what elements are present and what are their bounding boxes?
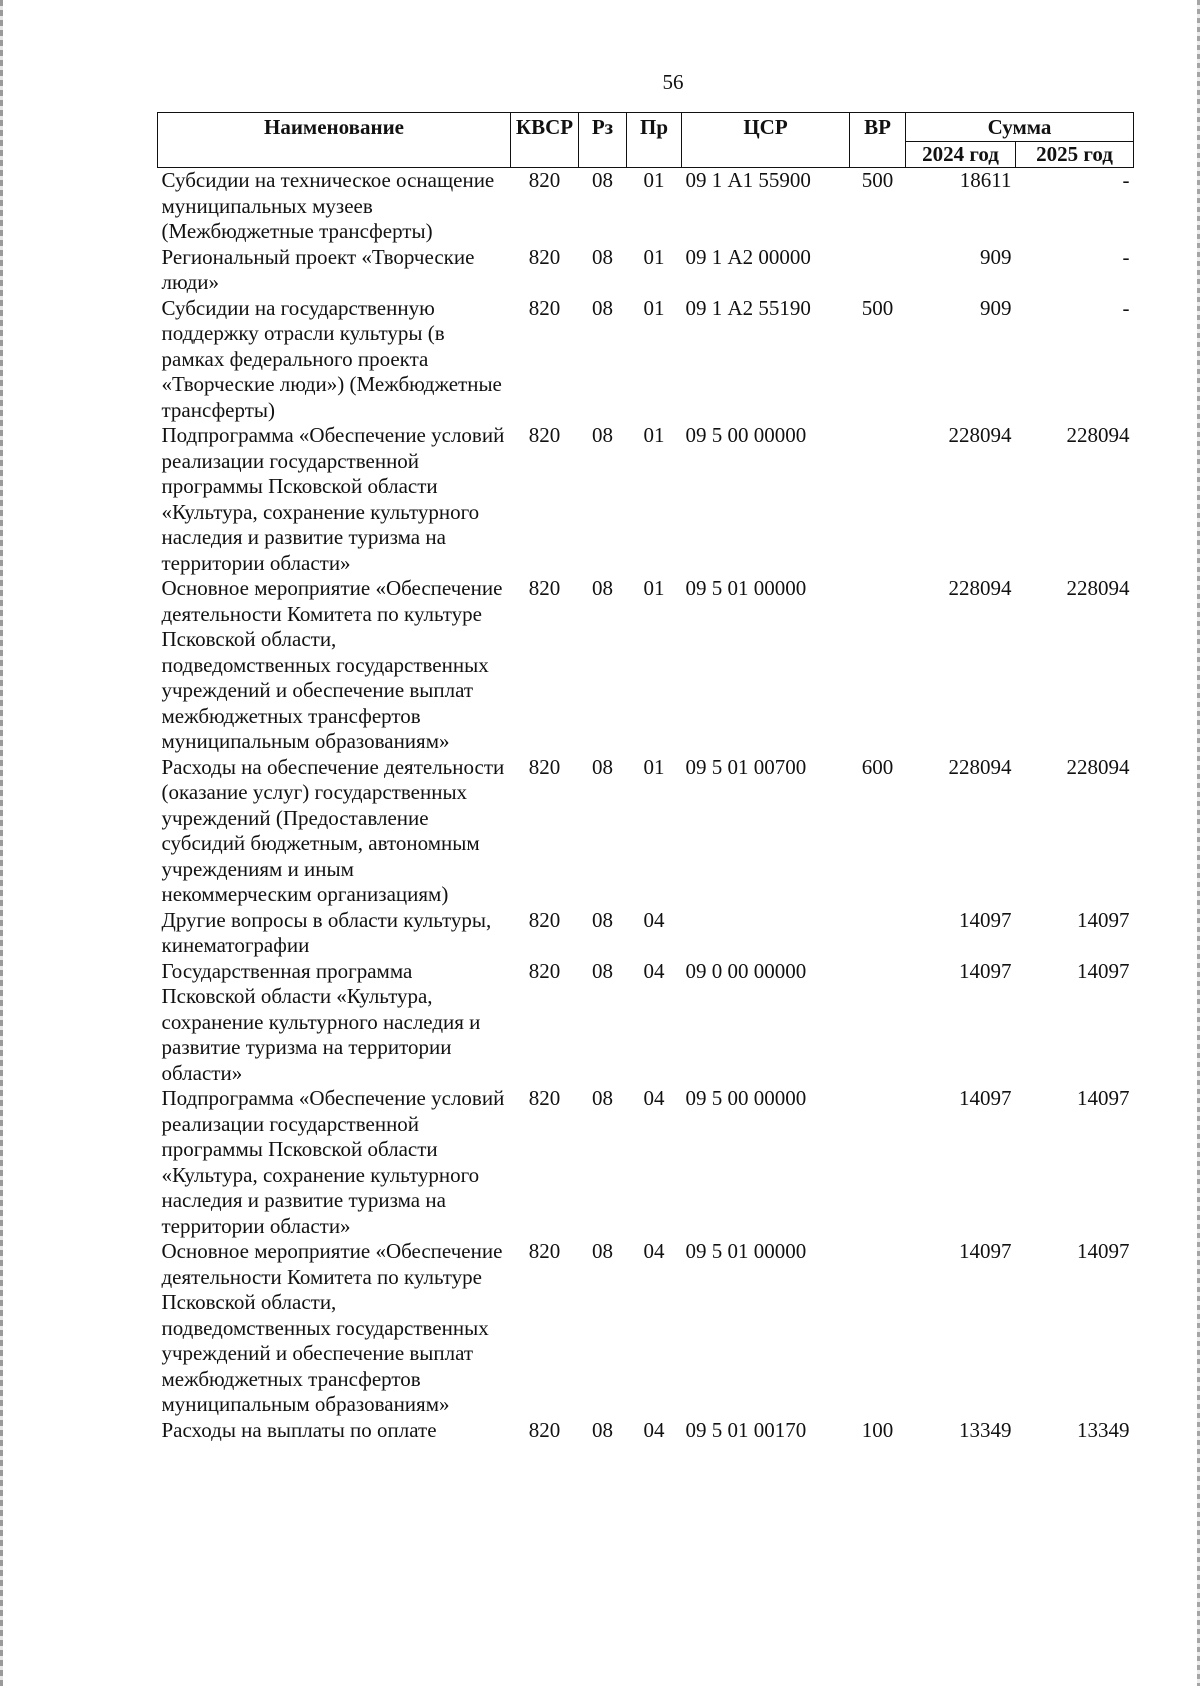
- cell-s2024: 909: [980, 244, 1012, 269]
- cell-name: Другие вопросы в области культуры, кинематографии: [161, 907, 492, 957]
- cell-csr: 09 5 01 00000: [685, 1239, 807, 1263]
- cell-s2025: -: [1122, 244, 1130, 269]
- cell-name: Субсидии на техническое оснащение муниципальных музеев (Межбюджетные трансферты): [161, 168, 495, 243]
- cell-name: Подпрограмма «Обеспечение условий реализации государственной программы Псковской области «Культура, сохранение культурного наследия и развитие туризма на территории области»: [161, 423, 505, 575]
- cell-vr: [850, 959, 906, 1087]
- cell-kvsr: 820: [528, 576, 561, 600]
- cell-s2025: -: [1122, 295, 1130, 320]
- cell-name: Подпрограмма «Обеспечение условий реализации государственной программы Псковской области «Культура, сохранение культурного наследия и развитие туризма на территории области»: [161, 1086, 505, 1238]
- cell-kvsr: 820: [528, 295, 561, 320]
- header-year-2024: 2024 год: [906, 141, 1016, 168]
- cell-s2024: 14097: [959, 1086, 1012, 1110]
- cell-kvsr: 820: [528, 907, 561, 932]
- cell-rz: 08: [592, 1417, 613, 1442]
- cell-s2024: 13349: [959, 1417, 1012, 1442]
- cell-csr: 09 5 00 00000: [685, 423, 807, 447]
- cell-vr: [850, 1086, 906, 1239]
- budget-table: [157, 112, 1134, 1443]
- cell-pr: 04: [643, 907, 665, 932]
- cell-vr: [850, 576, 906, 755]
- cell-s2024: 228094: [948, 423, 1012, 447]
- cell-name: Расходы на обеспечение деятельности (оказание услуг) государственных учреждений (Предоставление субсидий бюджетным, автономным учреждениям и иным некоммерческим организациям): [161, 754, 505, 906]
- cell-rz: 08: [592, 295, 613, 320]
- table-row: [158, 576, 1134, 755]
- cell-s2025: -: [1122, 168, 1130, 192]
- cell-csr: 09 1 А2 55190: [685, 295, 811, 320]
- cell-pr: 01: [643, 754, 665, 779]
- table-row: [158, 908, 1134, 959]
- header-rz: Рз: [579, 113, 627, 168]
- cell-kvsr: 820: [528, 244, 561, 269]
- cell-rz: 08: [592, 958, 613, 983]
- header-sum: Сумма: [906, 113, 1134, 142]
- cell-s2024: 14097: [959, 907, 1012, 932]
- cell-csr: [682, 908, 850, 959]
- cell-name: Основное мероприятие «Обеспечение деятельности Комитета по культуре Псковской области, подведомственных государственных учреждений и обеспечение выплат межбюджетных трансфертов муниципальным образованиям»: [161, 576, 503, 753]
- cell-name: Государственная программа Псковской области «Культура, сохранение культурного наследия и развитие туризма на территории области»: [161, 958, 481, 1085]
- cell-pr: 01: [643, 244, 665, 269]
- cell-vr: [850, 245, 906, 296]
- cell-s2025: 14097: [1077, 907, 1130, 932]
- cell-s2024: 18611: [959, 168, 1012, 192]
- table-row: [158, 168, 1134, 245]
- cell-vr: [850, 423, 906, 576]
- cell-s2025: 228094: [1066, 423, 1130, 447]
- cell-vr: [850, 908, 906, 959]
- cell-vr: 600: [861, 754, 894, 779]
- cell-csr: 09 5 00 00000: [685, 1086, 807, 1110]
- cell-s2025: 14097: [1077, 1086, 1130, 1110]
- cell-kvsr: 820: [528, 423, 561, 447]
- page-number: 56: [662, 70, 684, 94]
- cell-s2025: 228094: [1066, 576, 1130, 600]
- cell-vr: [850, 1239, 906, 1418]
- header-vr: ВР: [850, 113, 906, 168]
- cell-csr: 09 5 01 00700: [685, 754, 807, 779]
- table-row: [158, 245, 1134, 296]
- cell-vr: 100: [861, 1417, 894, 1442]
- cell-csr: 09 0 00 00000: [685, 958, 807, 983]
- cell-pr: 04: [643, 1239, 665, 1263]
- cell-pr: 04: [643, 1086, 665, 1110]
- cell-name: Основное мероприятие «Обеспечение деятельности Комитета по культуре Псковской области, подведомственных государственных учреждений и обеспечение выплат межбюджетных трансфертов муниципальным образованиям»: [161, 1239, 503, 1416]
- cell-pr: 01: [643, 168, 665, 192]
- cell-pr: 04: [643, 1417, 665, 1442]
- header-kvsr: КВСР: [511, 113, 579, 168]
- table-row: [158, 1086, 1134, 1239]
- cell-vr: 500: [861, 295, 894, 320]
- cell-kvsr: 820: [528, 1239, 561, 1263]
- header-csr: ЦСР: [682, 113, 850, 168]
- table-row: [158, 959, 1134, 1087]
- cell-rz: 08: [592, 244, 613, 269]
- cell-pr: 01: [643, 295, 665, 320]
- cell-s2024: 228094: [948, 754, 1012, 779]
- cell-kvsr: 820: [528, 1086, 561, 1110]
- header-year-2025: 2025 год: [1016, 141, 1134, 168]
- cell-name: Субсидии на государственную поддержку отрасли культуры (в рамках федерального проекта «Творческие люди») (Межбюджетные трансферты): [161, 295, 502, 422]
- table-row: [158, 755, 1134, 908]
- cell-rz: 08: [592, 1086, 613, 1110]
- cell-kvsr: 820: [528, 958, 561, 983]
- cell-s2024: 228094: [948, 576, 1012, 600]
- cell-csr: 09 5 01 00000: [685, 576, 807, 600]
- cell-pr: 01: [643, 576, 665, 600]
- cell-name: Региональный проект «Творческие люди»: [161, 244, 475, 294]
- cell-rz: 08: [592, 1239, 613, 1263]
- cell-kvsr: 820: [528, 754, 561, 779]
- cell-csr: 09 1 А2 00000: [685, 244, 811, 269]
- cell-s2024: 14097: [959, 1239, 1012, 1263]
- header-name: Наименование: [158, 113, 511, 168]
- cell-csr: 09 1 А1 55900: [685, 168, 811, 192]
- cell-csr: 09 5 01 00170: [685, 1417, 807, 1442]
- cell-kvsr: 820: [528, 168, 561, 192]
- cell-rz: 08: [592, 168, 613, 192]
- table-row: [158, 423, 1134, 576]
- cell-rz: 08: [592, 754, 613, 779]
- cell-rz: 08: [592, 907, 613, 932]
- cell-s2024: 909: [980, 295, 1012, 320]
- cell-s2025: 228094: [1066, 754, 1130, 779]
- cell-kvsr: 820: [528, 1417, 561, 1442]
- cell-rz: 08: [592, 576, 613, 600]
- cell-pr: 01: [643, 423, 665, 447]
- cell-vr: 500: [861, 168, 894, 192]
- cell-name: Расходы на выплаты по оплате: [161, 1417, 437, 1442]
- header-pr: Пр: [627, 113, 682, 168]
- cell-s2025: 14097: [1077, 958, 1130, 983]
- scan-edge-left: [0, 0, 3, 1686]
- cell-s2025: 13349: [1077, 1417, 1130, 1442]
- cell-pr: 04: [643, 958, 665, 983]
- table-row: [158, 1239, 1134, 1418]
- table-row: [158, 296, 1134, 424]
- table-row: [158, 1418, 1134, 1444]
- cell-s2024: 14097: [959, 958, 1012, 983]
- cell-rz: 08: [592, 423, 613, 447]
- cell-s2025: 14097: [1077, 1239, 1130, 1263]
